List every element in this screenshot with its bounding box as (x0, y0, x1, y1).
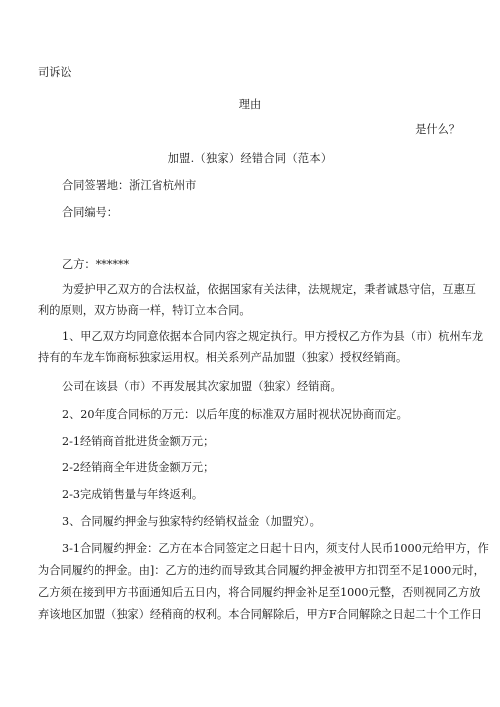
paragraph-line: 持有的车龙车饰商标独家运用权。相关系列产品加盟（独家）授权经销商。 (38, 351, 408, 364)
paragraph-line: 2-3完成销售量与年终返利。 (62, 488, 204, 501)
document-title: 加盟.（独家）经错合同（范本） (167, 152, 333, 165)
contract-location: 合同签署地：浙江省杭州市 (62, 179, 197, 192)
paragraph-line: 利的原则，双方协商一样，特订立本合同。 (38, 304, 251, 317)
paragraph-line: 公司在该县（市）不再发展其次家加盟（独家）经销商。 (62, 380, 342, 393)
header-center-text: 理由 (238, 98, 262, 111)
paragraph-line: 为爱护甲乙双方的合法权益，依据国家有关法律，法规规定，秉者诚恳守信，互惠互 (62, 283, 476, 296)
paragraph-line: 2-2经销商全年进货金额万元； (62, 461, 215, 474)
contract-number: 合同编号： (62, 206, 118, 219)
paragraph-line: 弃该地区加盟（独家）经稍商的权利。本合同解除后，甲方F合同解除之日起二十个工作日 (38, 608, 483, 621)
paragraph-line: 3、合同履约押金与独家特约经销权益金（加盟究）。 (62, 515, 321, 528)
header-right-text: 是什么？ (415, 123, 460, 136)
party-b: 乙方：****** (62, 258, 130, 271)
paragraph-line: 1、甲乙双方均同意依据本合同内容之规定执行。甲方授权乙方作为县（市）杭州车龙 (62, 330, 484, 343)
paragraph-line: 3-1合同履约押金：乙方在本合同签定之日起十日内，须支付人民币1000元给甲方，作 (62, 542, 489, 555)
paragraph-line: 2、20年度合同标的万元：以后年度的标准双方届时视状况协商而定。 (62, 408, 408, 421)
paragraph-line: 2-1经销商首批进货金额万元； (62, 435, 215, 448)
paragraph-line: 为合同履约的押金。由]：乙方的违约而导致其合同履约押金被甲方扣罚至不足1000元时， (38, 564, 485, 577)
paragraph-line: 乙方须在接到甲方书面通知后五日内，将合同履约押金补足至1000元整，否则视同乙方放 (38, 586, 481, 599)
header-left-text: 司诉讼 (38, 66, 72, 79)
